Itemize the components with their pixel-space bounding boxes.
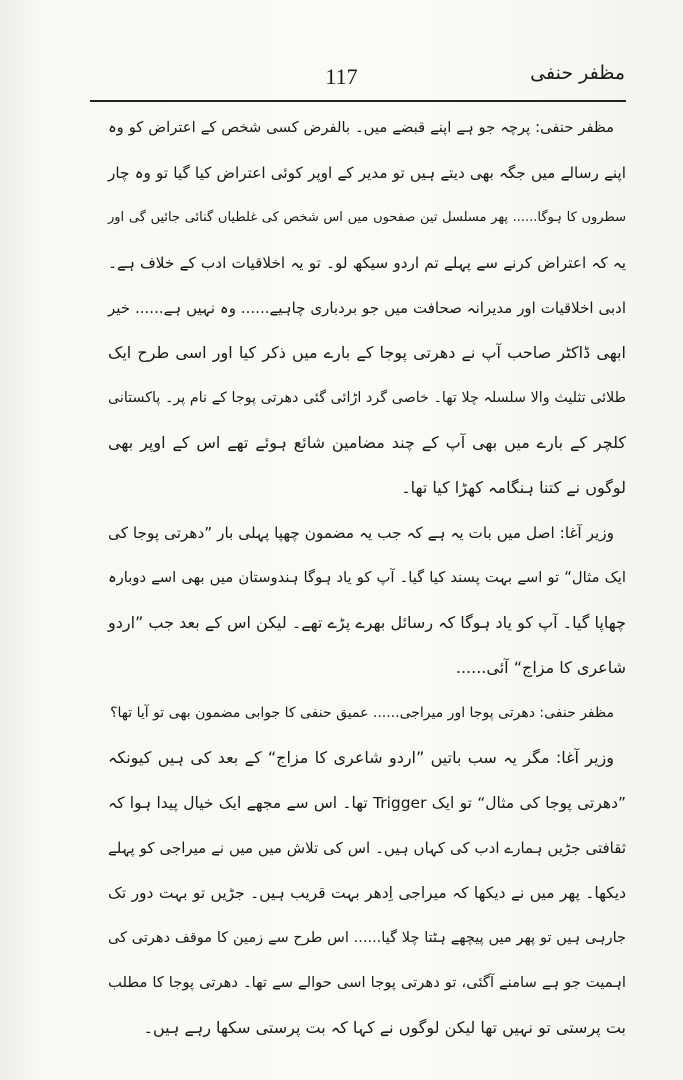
text-line: چھاپا گیا۔ آپ کو یاد ہوگا کہ رسائل بھرے پڑے تھے۔ لیکن اس کے بعد جب ”اردو [108, 613, 626, 632]
running-head-author: مظفر حنفی [530, 62, 625, 84]
text-line: ابھی ڈاکٹر صاحب آپ نے دھرتی پوجا کے بارے میں ذکر کیا اور اسی طرح ایک [108, 343, 626, 362]
text-line: ادبی اخلاقیات اور مدیرانہ صحافت میں جو بردباری چاہیے...... وہ نہیں ہے...... خیر [108, 299, 626, 317]
text-line: جارہی ہیں تو پھر میں پیچھے ہٹتا چلا گیا...... اس طرح سے زمین کا موقف دھرتی کی [108, 930, 626, 946]
page-number: 117 [325, 64, 358, 89]
text-line: وزیر آغا: اصل میں بات یہ ہے کہ جب یہ مضمون چھپا پہلی بار ”دھرتی پوجا کی [108, 524, 614, 542]
text-line: ثقافتی جڑیں ہمارے ادب کی کہاں ہیں۔ اس کی تلاش میں میں نے میراجی کو پہلے [108, 839, 626, 857]
text-line: ”دھرتی پوجا کی مثال“ تو ایک Trigger تھا۔ اس سے مجھے ایک خیال پیدا ہوا کہ [108, 794, 627, 812]
text-line: طلائی تثلیث والا سلسلہ چلا تھا۔ خاصی گرد اڑائی گئی دھرتی پوجا کے نام پر۔ پاکستانی [108, 390, 626, 406]
text-line: دیکھا۔ پھر میں نے دیکھا کہ میراجی اِدھر بہت قریب ہیں۔ جڑیں تو بہت دور تک [108, 884, 626, 902]
text-line: اپنے رسالے میں جگہ بھی دیتے ہیں تو مدیر کے اوپر کوئی اعتراض کیا گیا تو وہ چار [108, 164, 626, 182]
text-line: کلچر کے بارے میں بھی آپ کے چند مضامین شائع ہوئے تھے اس کے اوپر بھی [108, 433, 626, 452]
text-line: لوگوں نے کتنا ہنگامہ کھڑا کیا تھا۔ [401, 478, 626, 497]
header-rule [90, 100, 626, 102]
text-line: اہمیت جو ہے سامنے آگئی، تو دھرتی پوجا اسی حوالے سے تھا۔ دھرتی پوجا کا مطلب [108, 974, 626, 991]
text-line: شاعری کا مزاج“ آئی...... [455, 658, 626, 677]
text-line: سطروں کا ہوگا...... پھر مسلسل تین صفحوں میں اس شخص کی غلطیاں گنائی جائیں گی اور [108, 210, 626, 225]
text-line: بت پرستی تو نہیں تھا لیکن لوگوں نے کہا کہ بت پرستی سکھا رہے ہیں۔ [143, 1018, 626, 1037]
text-line: ایک مثال“ تو اسے بہت پسند کیا گیا۔ آپ کو یاد ہوگا ہندوستان میں بھی اسے دوبارہ [108, 569, 626, 586]
text-line: مظفر حنفی: دھرتی پوجا اور میراجی...... عمیق حنفی کا جوابی مضمون بھی تو آیا تھا؟ [110, 705, 614, 721]
text-line: یہ کہ اعتراض کرنے سے پہلے تم اردو سیکھ لو۔ تو یہ اخلاقیات ادب کے خلاف ہے۔ [108, 254, 626, 272]
text-line: وزیر آغا: مگر یہ سب باتیں ”اردو شاعری کا مزاج“ کے بعد کی ہیں کیونکہ [108, 748, 614, 767]
text-line: مظفر حنفی: پرچہ جو ہے اپنے قبضے میں۔ بالفرض کسی شخص کے اعتراض کو وہ [108, 119, 614, 136]
